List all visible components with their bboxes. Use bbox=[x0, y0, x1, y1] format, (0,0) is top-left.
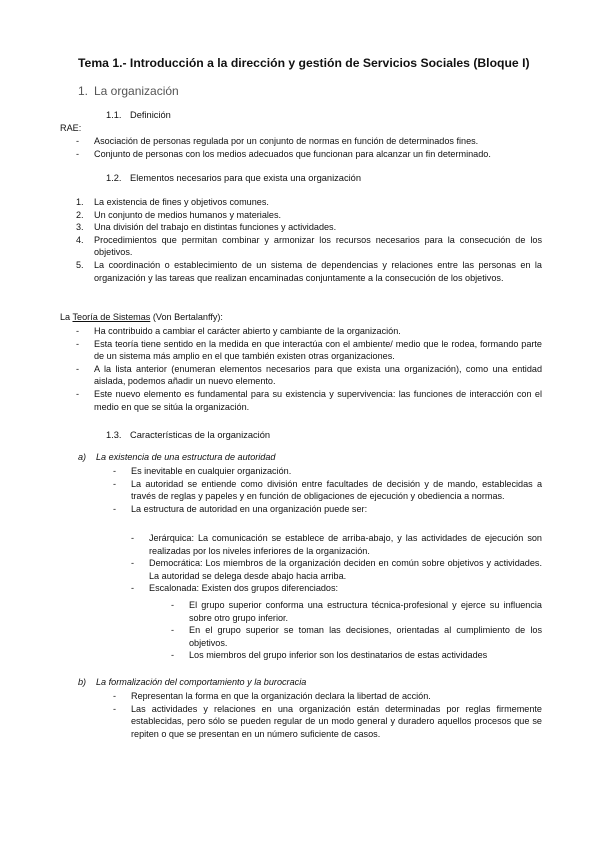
formalization-item-text: Las actividades y relaciones en una organización están determinadas por reglas firmemente establecidas, pero sólo se pueden regular de un modo general y duradero aquellos procesos que se repiten o que se presentan en un número suficiente de casos. bbox=[131, 703, 542, 739]
formalization-list bbox=[113, 690, 542, 740]
section-1-2-number: 1.2. bbox=[106, 173, 122, 183]
dash-marker: - bbox=[76, 326, 80, 336]
section-1-number: 1. bbox=[78, 84, 89, 98]
item-number: 5. bbox=[76, 259, 84, 270]
list-item bbox=[76, 234, 542, 259]
element-text: Procedimientos que permitan combinar y armonizar los recursos necesarios para la consecución de los objetivos. bbox=[94, 234, 542, 258]
formalization-item-text: Representan la forma en que la organización declara la libertad de acción. bbox=[131, 691, 431, 701]
systems-theory-heading bbox=[60, 311, 223, 324]
section-1-heading bbox=[78, 84, 179, 98]
list-item bbox=[76, 221, 542, 234]
authority-type-text: Democrática: Los miembros de la organización deciden en común sobre objetivos y actividades. La autoridad se delega desde abajo hacia arriba. bbox=[149, 558, 542, 581]
section-1-1-number: 1.1. bbox=[106, 110, 122, 120]
list-item bbox=[76, 338, 542, 363]
authority-types-list bbox=[131, 532, 542, 595]
authority-type-text: Jerárquica: La comunicación se establece de arriba-abajo, y las actividades de ejecución son realizadas por los niveles inferiores de la organización. bbox=[149, 533, 542, 556]
section-1-1-label: Definición bbox=[130, 110, 171, 120]
group-text: El grupo superior conforma una estructura técnica-profesional y ejerce su influencia sobre otro grupo inferior. bbox=[189, 600, 542, 623]
list-item bbox=[131, 532, 542, 557]
list-item bbox=[113, 703, 542, 741]
systems-item-text: Esta teoría tiene sentido en la medida en que interactúa con el ambiente/ medio que le rodea, formando parte de un sistema más amplio en el que también existen otras organizaciones. bbox=[94, 338, 542, 362]
characteristic-b-label: b) bbox=[78, 677, 87, 687]
list-item bbox=[113, 690, 542, 703]
list-item bbox=[131, 582, 542, 595]
element-text: La coordinación o establecimiento de un sistema de dependencias y relaciones entre las personas en la organización y las tareas que realizan encaminadas conjuntamente a la consecución de los objetivos. bbox=[94, 259, 542, 283]
list-item bbox=[76, 148, 531, 161]
authority-item-text: La autoridad se entiende como división entre facultades de decisión y de mando, establecidas a través de reglas y papeles y en función de obligaciones de ejecución y obediencia a normas. bbox=[131, 478, 542, 502]
section-1-2-label: Elementos necesarios para que exista una organización bbox=[130, 173, 362, 183]
section-1-3-heading bbox=[106, 430, 270, 440]
item-number: 2. bbox=[76, 209, 84, 220]
list-item bbox=[76, 388, 542, 413]
dash-marker: - bbox=[131, 583, 135, 594]
element-text: Un conjunto de medios humanos y materiales. bbox=[94, 209, 282, 220]
list-item bbox=[76, 325, 542, 338]
section-1-2-heading bbox=[106, 173, 361, 183]
dash-marker: - bbox=[76, 136, 80, 146]
authority-type-text: Escalonada: Existen dos grupos diferenciados: bbox=[149, 583, 339, 594]
authority-item-text: Es inevitable en cualquier organización. bbox=[131, 466, 292, 476]
list-item bbox=[171, 624, 542, 649]
rae-item-text: Asociación de personas regulada por un conjunto de normas en función de determinados fines. bbox=[94, 136, 479, 146]
dash-marker: - bbox=[171, 625, 175, 636]
rae-item-text: Conjunto de personas con los medios adecuados que funcionan para alcanzar un fin determinado. bbox=[94, 148, 491, 159]
list-item bbox=[76, 196, 542, 209]
dash-marker: - bbox=[76, 338, 80, 349]
list-item bbox=[131, 557, 542, 582]
list-item bbox=[76, 135, 531, 148]
dash-marker: - bbox=[76, 388, 80, 399]
dash-marker: - bbox=[113, 503, 117, 514]
rae-label: RAE: bbox=[60, 123, 82, 133]
list-item bbox=[76, 363, 542, 388]
dash-marker: - bbox=[113, 466, 117, 476]
rae-list bbox=[76, 135, 531, 160]
characteristic-a-label: a) bbox=[78, 452, 87, 462]
list-item bbox=[76, 209, 542, 222]
dash-marker: - bbox=[171, 600, 175, 610]
dash-marker: - bbox=[131, 533, 135, 543]
characteristic-a-heading bbox=[78, 451, 275, 464]
section-1-1-heading bbox=[106, 110, 171, 120]
systems-theory-link: Teoría de Sistemas bbox=[72, 312, 151, 322]
systems-item-text: Ha contribuido a cambiar el carácter abierto y cambiante de la organización. bbox=[94, 326, 401, 336]
systems-item-text: Este nuevo elemento es fundamental para su existencia y supervivencia: las funciones de interacción con el medio en que se sitúa la organización. bbox=[94, 388, 542, 412]
group-text: En el grupo superior se toman las decisiones, orientadas al cumplimiento de los objetivos. bbox=[189, 625, 542, 648]
list-item bbox=[113, 478, 542, 503]
dash-marker: - bbox=[76, 363, 80, 374]
item-number: 3. bbox=[76, 222, 84, 233]
elements-list bbox=[76, 196, 542, 284]
list-item bbox=[113, 465, 542, 478]
dash-marker: - bbox=[171, 650, 175, 661]
systems-item-text: A la lista anterior (enumeran elementos necesarios para que exista una organización), como una entidad aislada, podemos añadir un nuevo elemento. bbox=[94, 363, 542, 387]
systems-suffix: (Von Bertalanffy): bbox=[150, 312, 223, 322]
authority-list bbox=[113, 465, 542, 515]
dash-marker: - bbox=[113, 478, 117, 489]
characteristic-a-title: La existencia de una estructura de autoridad bbox=[96, 452, 276, 462]
systems-prefix: La bbox=[60, 312, 73, 322]
dash-marker: - bbox=[113, 691, 117, 701]
dash-marker: - bbox=[113, 703, 117, 714]
list-item bbox=[171, 599, 542, 624]
characteristic-b-heading bbox=[78, 676, 306, 689]
element-text: Una división del trabajo en distintas funciones y actividades. bbox=[94, 222, 337, 233]
element-text: La existencia de fines y objetivos comunes. bbox=[94, 197, 269, 207]
list-item bbox=[113, 503, 542, 516]
group-text: Los miembros del grupo inferior son los destinatarios de estas actividades bbox=[189, 650, 488, 661]
item-number: 1. bbox=[76, 197, 84, 207]
section-1-label: La organización bbox=[94, 84, 179, 98]
list-item bbox=[171, 649, 542, 662]
section-1-3-number: 1.3. bbox=[106, 430, 122, 440]
list-item bbox=[76, 259, 542, 284]
authority-item-text: La estructura de autoridad en una organización puede ser: bbox=[131, 503, 368, 514]
dash-marker: - bbox=[131, 558, 135, 569]
document-title: Tema 1.- Introducción a la dirección y gestión de Servicios Sociales (Bloque I) bbox=[78, 56, 530, 70]
dash-marker: - bbox=[76, 148, 80, 159]
item-number: 4. bbox=[76, 234, 84, 245]
section-1-3-label: Características de la organización bbox=[130, 430, 271, 440]
characteristic-b-title: La formalización del comportamiento y la burocracia bbox=[96, 677, 307, 687]
systems-list bbox=[76, 325, 542, 413]
groups-list bbox=[171, 599, 542, 662]
